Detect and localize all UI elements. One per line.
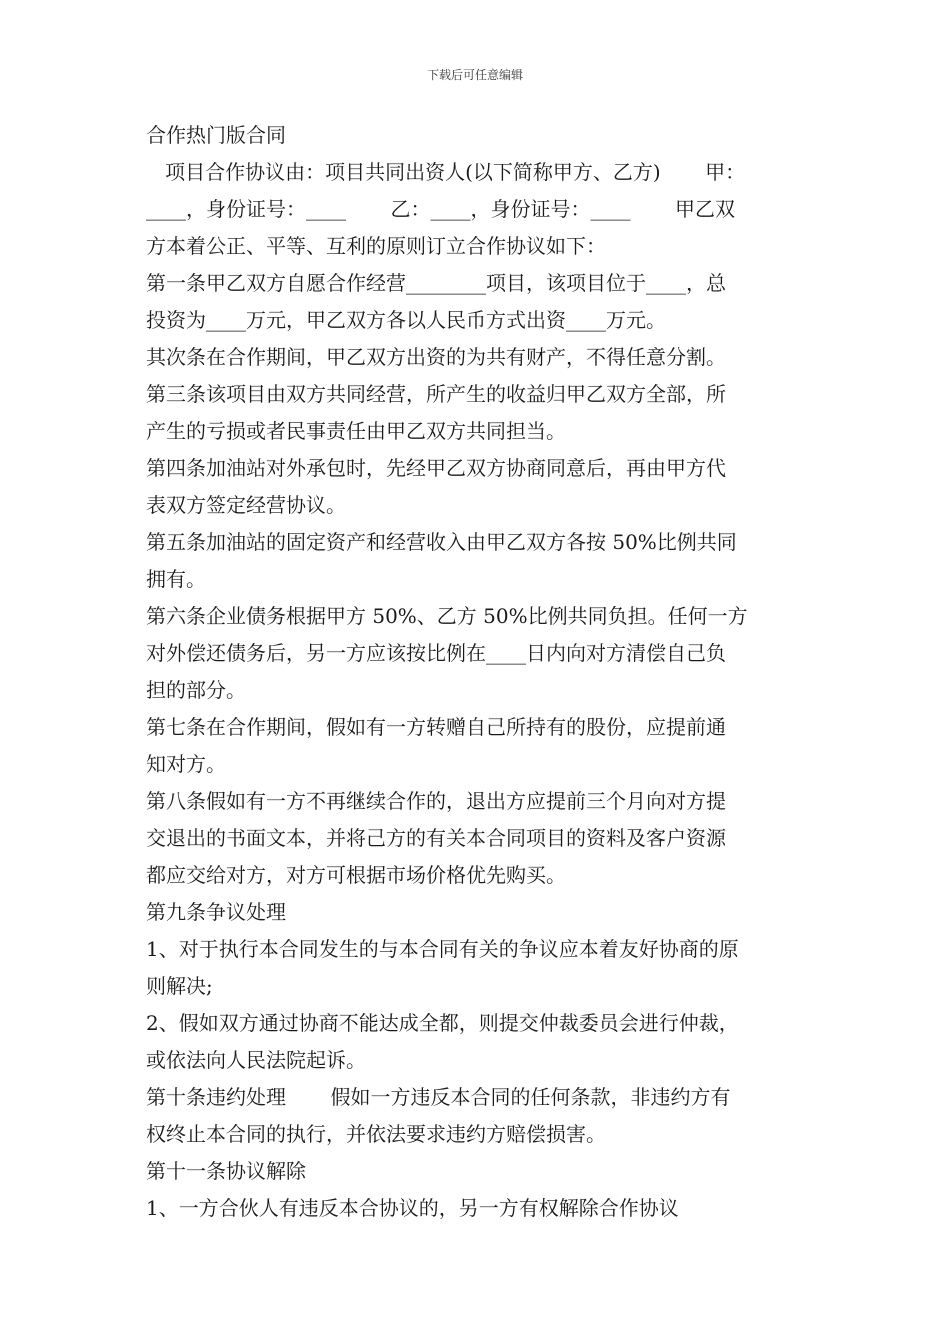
paragraph-line: 产生的亏损或者民事责任由甲乙双方共同担当。 [146,419,566,443]
paragraph-line: 或依法向人民法院起诉。 [146,1048,366,1072]
contract-body [146,120,808,1230]
paragraph-line: 第一条甲乙双方自愿合作经营________项目，该项目位于____，总 [146,271,726,295]
paragraph-line: 第七条在合作期间，假如有一方转赠自己所持有的股份，应提前通 [146,715,726,739]
section-heading: 第十一条协议解除 [146,1159,306,1183]
paragraph-line: 权终止本合同的执行，并依法要求违约方赔偿损害。 [146,1122,606,1146]
paragraph-line: 则解决; [146,974,213,998]
paragraph-line: 其次条在合作期间，甲乙双方出资的为共有财产，不得任意分割。 [146,345,726,369]
section-heading: 第九条争议处理 [146,900,286,924]
paragraph-line: 第五条加油站的固定资产和经营收入由甲乙双方各按 50%比例共同 [146,530,737,554]
paragraph-line: 第十条违约处理 假如一方违反本合同的任何条款，非违约方有 [146,1085,731,1109]
paragraph-line: 2、假如双方通过协商不能达成全都，则提交仲裁委员会进行仲裁， [146,1011,739,1035]
paragraph-line: 表双方签定经营协议。 [146,493,346,517]
paragraph-line: 1、对于执行本合同发生的与本合同有关的争议应本着友好协商的原 [146,937,739,961]
paragraph-line: 对外偿还债务后，另一方应该按比例在____日内向对方清偿自己负 [146,641,726,665]
page-header-note: 下载后可任意编辑 [426,68,523,82]
paragraph-line: 担的部分。 [146,678,246,702]
paragraph-line: 知对方。 [146,752,226,776]
paragraph-line: 项目合作协议由：项目共同出资人(以下简称甲方、乙方) 甲： [146,160,746,184]
paragraph-line: 方本着公正、平等、互利的原则订立合作协议如下： [146,234,606,258]
paragraph-line: 拥有。 [146,567,206,591]
paragraph-line: 第四条加油站对外承包时，先经甲乙双方协商同意后，再由甲方代 [146,456,726,480]
paragraph-line: 1、一方合伙人有违反本合协议的，另一方有权解除合作协议 [146,1196,679,1220]
paragraph-line: 投资为____万元，甲乙双方各以人民币方式出资____万元。 [146,308,666,332]
paragraph-line: 交退出的书面文本，并将己方的有关本合同项目的资料及客户资源 [146,826,726,850]
paragraph-line: 第八条假如有一方不再继续合作的，退出方应提前三个月向对方提 [146,789,726,813]
paragraph-line: 都应交给对方，对方可根据市场价格优先购买。 [146,863,566,887]
paragraph-line: 第六条企业债务根据甲方 50%、乙方 50%比例共同负担。任何一方 [146,604,748,628]
paragraph-line: ____，身份证号：____ 乙：____，身份证号：____ 甲乙双 [146,197,736,221]
paragraph-line: 第三条该项目由双方共同经营，所产生的收益归甲乙双方全部，所 [146,382,726,406]
document-title: 合作热门版合同 [146,123,286,147]
